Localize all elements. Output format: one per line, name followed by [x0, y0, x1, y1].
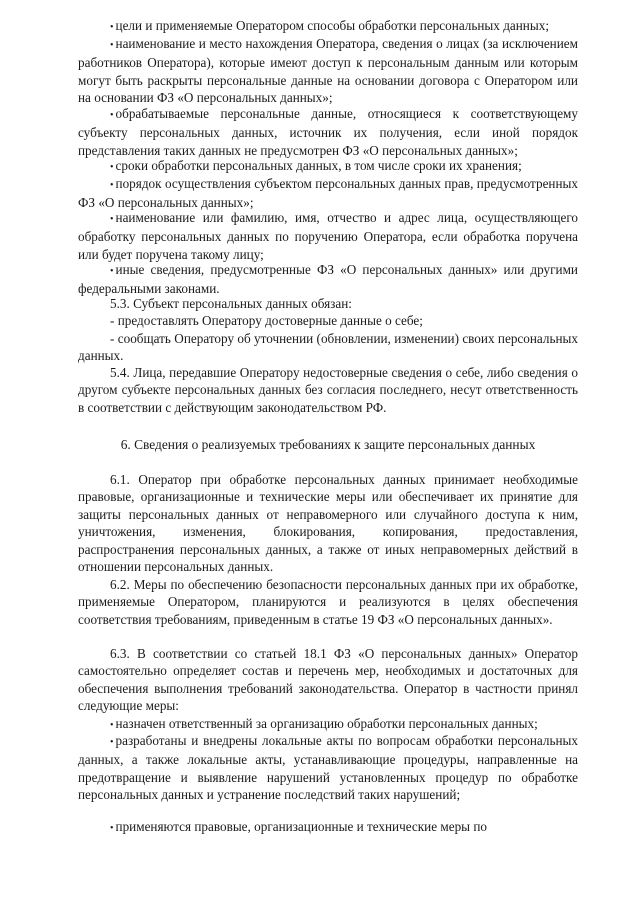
bullet-icon: • — [110, 266, 114, 277]
bullet-icon: • — [110, 110, 114, 121]
list-item: • разработаны и внедрены локальные акты по вопросам обработки персональных данных, а также локальные акты, устанавливающие процедуры, направленные на предотвращение и выявление нарушений установленных процедур по обработке персональных данных и устранение последствий таких нарушений; — [78, 733, 578, 803]
list-item: • порядок осуществления субъектом персональных данных прав, предусмотренных ФЗ «О персональных данных»; — [78, 176, 578, 211]
list-item: - предоставлять Оператору достоверные данные о себе; — [110, 313, 423, 328]
list-item: • наименование и место нахождения Оператора, сведения о лицах (за исключением работников Оператора), которые имеют доступ к персональным данным или которым могут быть раскрыты персональные данные на основании договора с Оператором или на основании ФЗ «О персональных данных»; — [78, 36, 578, 106]
bullet-icon: • — [110, 214, 114, 225]
list-item: • обрабатываемые персональные данные, относящиеся к соответствующему субъекту персональных данных, источник их получения, если иной порядок представления таких данных не предусмотрен ФЗ «О персональных данных»; — [78, 106, 578, 158]
list-item: • иные сведения, предусмотренные ФЗ «О персональных данных» или другими федеральными законами. — [78, 262, 578, 297]
paragraph-5-3: 5.3. Субъект персональных данных обязан: — [110, 296, 352, 311]
list-item: • сроки обработки персональных данных, в том числе сроки их хранения; — [110, 158, 522, 173]
paragraph-6-2: 6.2. Меры по обеспечению безопасности персональных данных при их обработке, применяемые Оператором, планируются и реализуются в целях обеспечения соответствия требованиям, приведенным в статье 19 ФЗ «О персональных данных». — [78, 577, 578, 627]
paragraph-6-3: 6.3. В соответствии со статьей 18.1 ФЗ «О персональных данных» Оператор самостоятельно определяет состав и перечень мер, необходимых и достаточных для обеспечения выполнения требований законодательства. Оператор в частности принял следующие меры: — [78, 646, 578, 714]
list-item: - сообщать Оператору об уточнении (обновлении, изменении) своих персональных данных. — [78, 331, 578, 364]
paragraph-6-1: 6.1. Оператор при обработке персональных данных принимает необходимые правовые, организационные и технические меры или обеспечивает их принятие для защиты персональных данных от неправомерного или случайного доступа к ним, уничтожения, изменения, блокирования, копирования, предоставления, распространения персональных данных, а также от иных неправомерных действий в отношении персональных данных. — [78, 472, 578, 575]
bullet-icon: • — [110, 180, 114, 191]
list-item: • наименование или фамилию, имя, отчество и адрес лица, осуществляющего обработку персональных данных по поручению Оператора, если обработка поручена или будет поручена такому лицу; — [78, 210, 578, 262]
bullet-icon: • — [110, 162, 114, 173]
list-item: • назначен ответственный за организацию обработки персональных данных; — [110, 716, 538, 731]
bullet-icon: • — [110, 823, 114, 834]
bullet-icon: • — [110, 720, 114, 731]
bullet-icon: • — [110, 22, 114, 33]
list-item: • применяются правовые, организационные и технические меры по — [110, 819, 487, 834]
list-item: • цели и применяемые Оператором способы обработки персональных данных; — [110, 18, 549, 33]
section-heading: 6. Сведения о реализуемых требованиях к защите персональных данных — [120, 437, 536, 452]
bullet-icon: • — [110, 40, 114, 51]
paragraph-5-4: 5.4. Лица, передавшие Оператору недостоверные сведения о себе, либо сведения о другом субъекте персональных данных без согласия последнего, несут ответственность в соответствии с действующим законодательством РФ. — [78, 365, 578, 415]
bullet-icon: • — [110, 737, 114, 748]
